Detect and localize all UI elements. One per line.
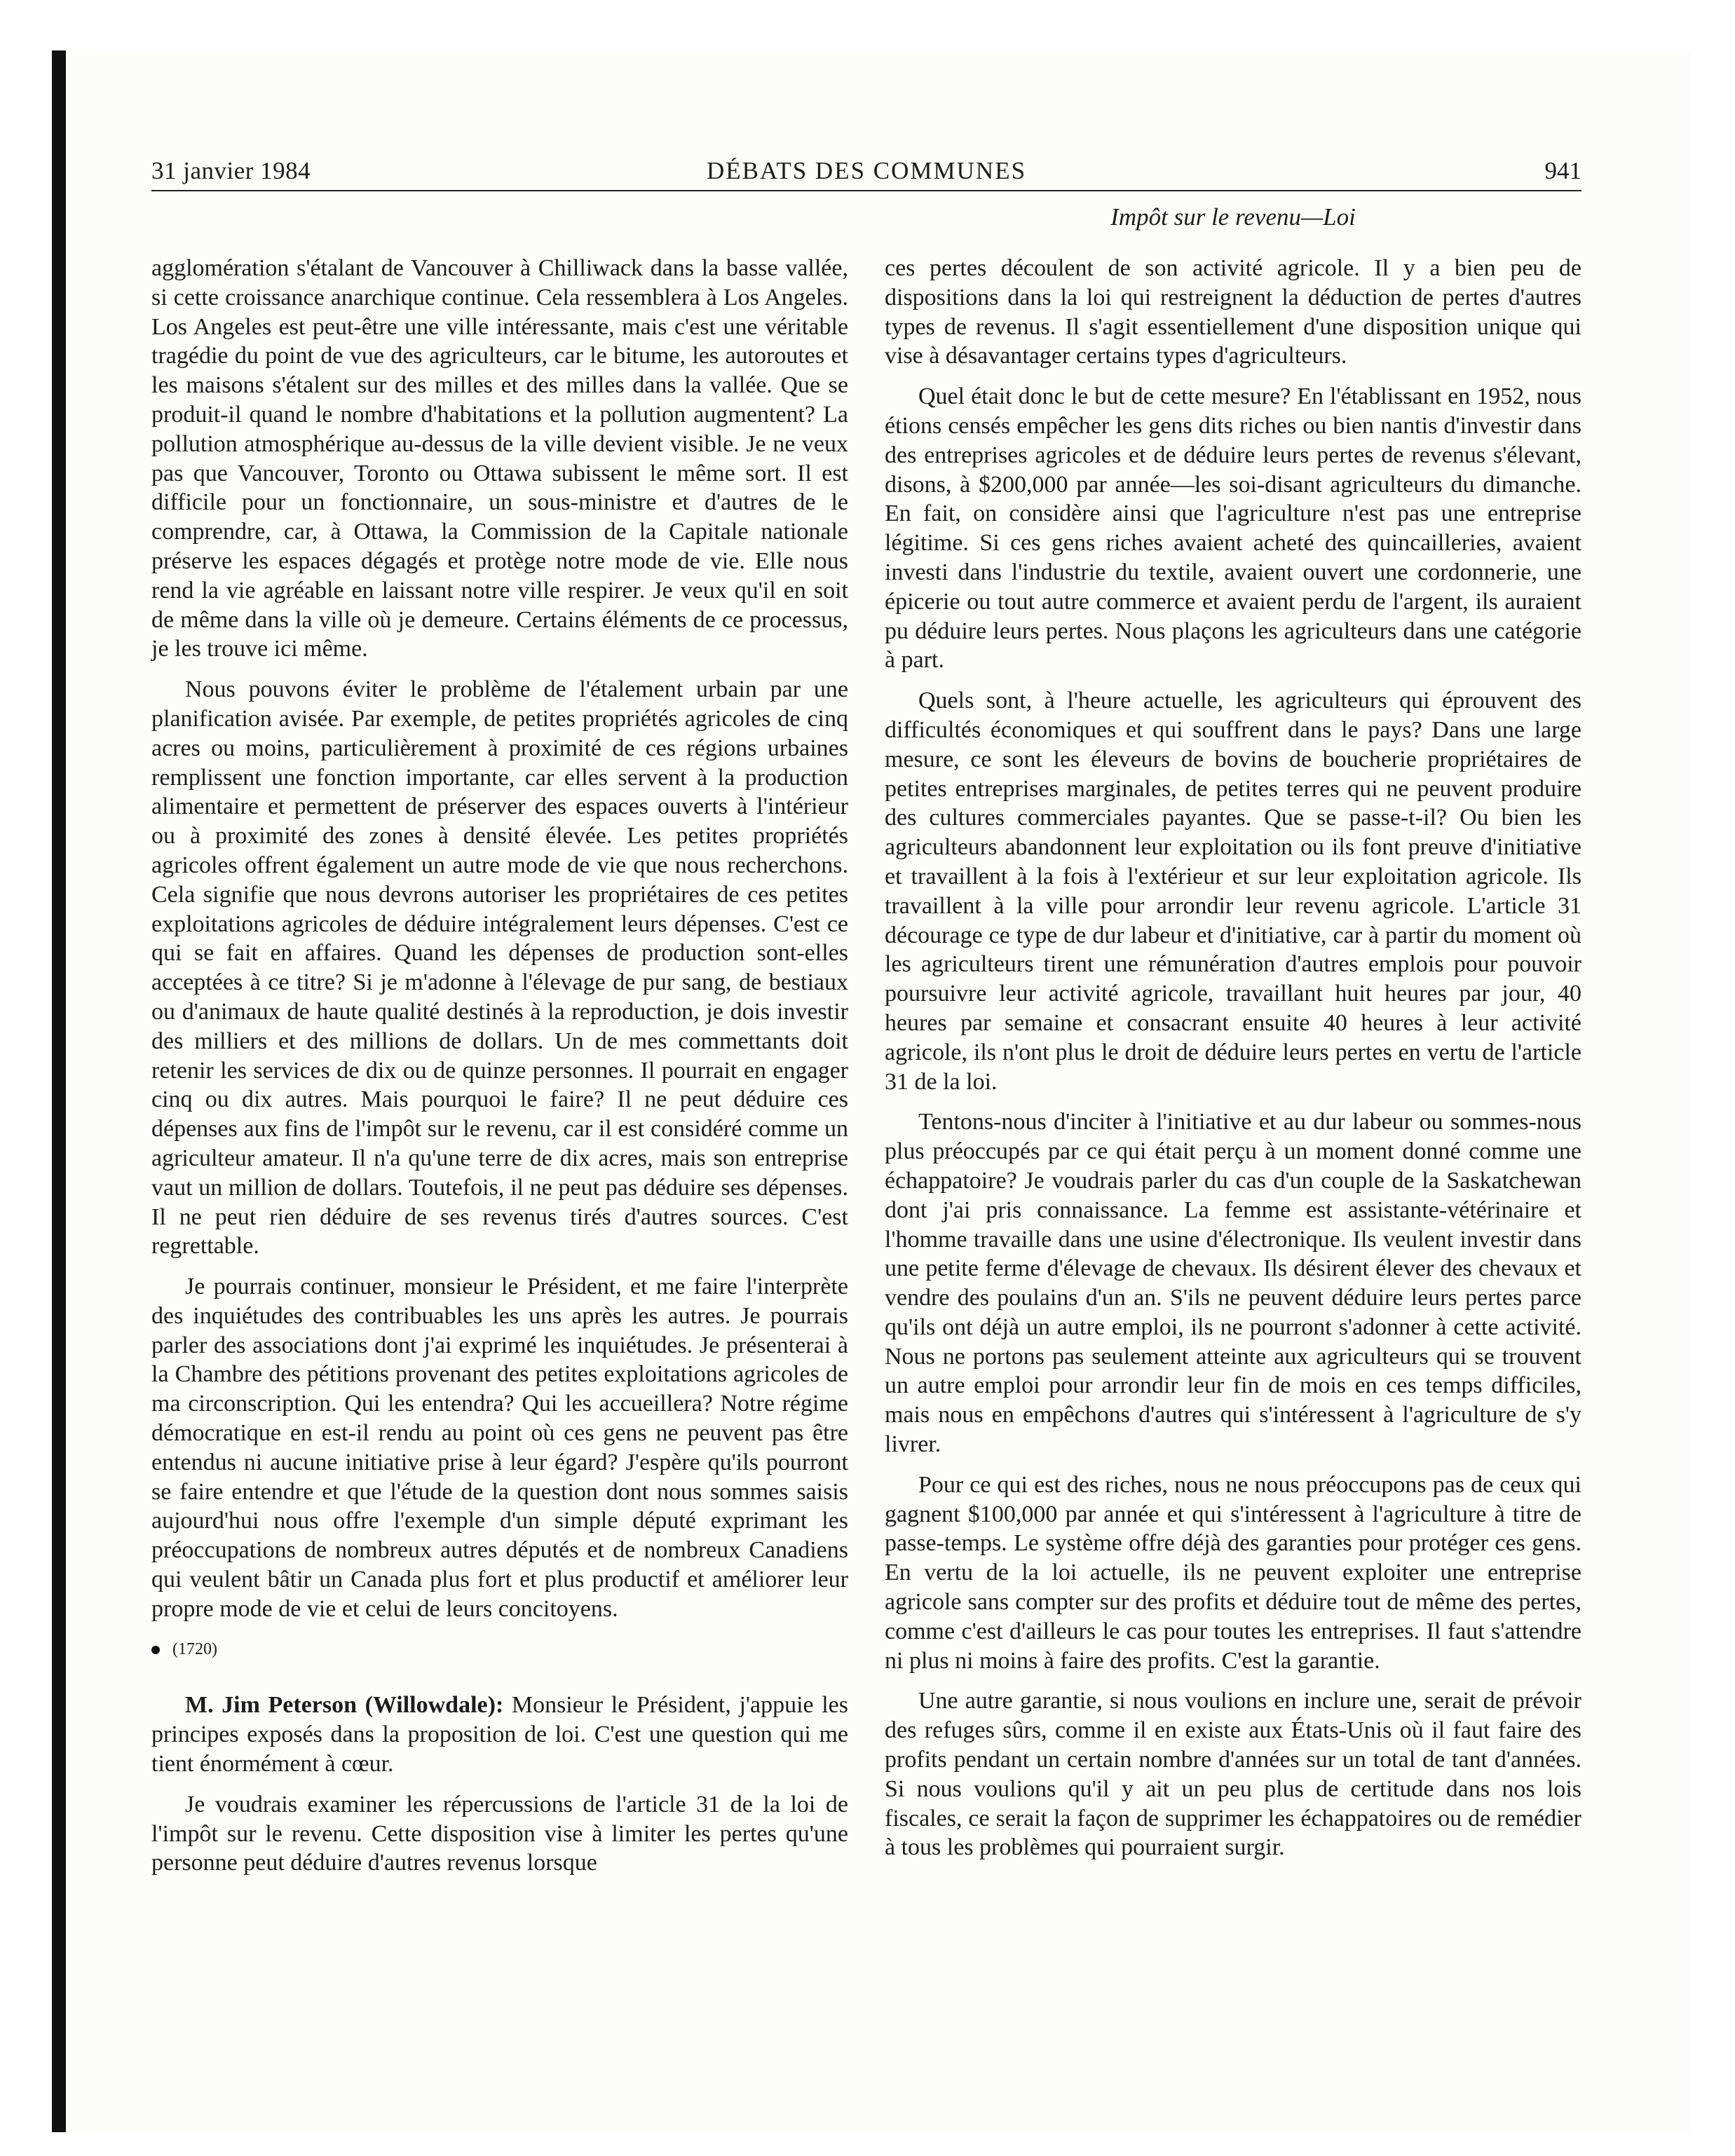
header-date: 31 janvier 1984 (151, 157, 311, 184)
speaker-name: M. Jim Peterson (Willowdale): (185, 1692, 504, 1719)
timestamp: (1720) (172, 1639, 217, 1658)
page-number: 941 (1544, 157, 1581, 184)
timestamp-marker (151, 1635, 848, 1665)
subject-heading: Impôt sur le revenu—Loi (1110, 203, 1356, 231)
scan-edge-bar (52, 50, 66, 2132)
paragraph: agglomération s'étalant de Vancouver à Chilliwack dans la basse vallée, si cette croissance anarchique continue. Cela ressemblera à Los Angeles. Los Angeles est peut-être une ville intéressante, mais c'est une véritable tragédie du point de vue des agriculteurs, car le bitume, les autoroutes et les maisons s'étalent sur des milles et des milles dans la vallée. Que se produit-il quand le nombre d'habitations et la pollution augmentent? La pollution atmosphérique au-dessus de la ville devient visible. Je ne veux pas que Vancouver, Toronto ou Ottawa subissent le même sort. Il est difficile pour un fonctionnaire, un sous-ministre et d'autres de le comprendre, car, à Ottawa, la Commission de la Capitale nationale préserve les espaces dégagés et protège notre mode de vie. Elle nous rend la vie agréable en laissant notre ville respirer. Je veux qu'il en soit de même dans la ville où je demeure. Certains éléments de ce processus, je les trouve ici même. (151, 255, 848, 662)
header-rule (151, 190, 1581, 191)
paragraph: Tentons-nous d'inciter à l'initiative et au dur labeur ou sommes-nous plus préoccupés par ce qui était perçu à un moment donné comme une échappatoire? Je voudrais parler du cas d'un couple de la Saskatchewan dont j'ai pris connaissance. La femme est assistante-vétérinaire et l'homme travaille dans une usine d'électronique. Ils veulent investir dans une petite ferme d'élevage de chevaux. Ils désirent élever des chevaux et vendre des poulains d'un an. S'ils ne peuvent déduire leurs pertes parce qu'ils ont déjà un autre emploi, ils ne pourront s'adonner à cette activité. Nous ne portons pas seulement atteinte aux agriculteurs qui se trouvent un autre emploi pour arrondir leur fin de mois en ces temps difficiles, mais nous en empêchons d'autres qui s'intéressent à l'agriculture de s'y livrer. (885, 1109, 1581, 1458)
speech-text: Monsieur le Président, j'appuie les principes exposés dans la proposition de loi. C'est une question qui me tient énormément à cœur. (151, 1692, 848, 1778)
right-column (885, 254, 1581, 1874)
paragraph: ces pertes découlent de son activité agricole. Il y a bien peu de dispositions dans la loi qui restreignent la déduction de pertes d'autres types de revenus. Il s'agit essentiellement d'une disposition unique qui vise à désavantager certains types d'agriculteurs. (885, 255, 1581, 369)
running-header (151, 153, 1581, 192)
bullet-icon (151, 1646, 160, 1654)
left-column (151, 254, 848, 1889)
header-title: DÉBATS DES COMMUNES (706, 157, 1027, 184)
paragraph: Je pourrais continuer, monsieur le Président, et me faire l'interprète des inquiétudes des contribuables les uns après les autres. Je pourrais parler des associations dont j'ai exprimé les inquiétudes. Je présenterai à la Chambre des pétitions provenant des petites exploitations agricoles de ma circonscription. Qui les entendra? Qui les accueillera? Notre régime démocratique en est-il rendu au point où ces gens ne peuvent pas être entendus ni aucune initiative prise à leur égard? J'espère qu'ils pourront se faire entendre et que l'étude de la question dont nous sommes saisis aujourd'hui nous offre l'exemple d'un simple député exprimant les préoccupations de nombreux autres députés et de nombreux Canadiens qui veulent bâtir un Canada plus fort et plus productif et améliorer leur propre mode de vie et celui de leurs concitoyens. (151, 1274, 848, 1622)
speaker-paragraph (151, 1691, 848, 1778)
paragraph: Quel était donc le but de cette mesure? En l'établissant en 1952, nous étions censés empêcher les gens dits riches ou bien nantis d'investir dans des entreprises agricoles et de déduire leurs pertes de revenus s'élevant, disons, à $200,000 par année—les soi-disant agriculteurs du dimanche. En fait, on considère ainsi que l'agriculture n'est pas une entreprise légitime. Si ces gens riches avaient acheté des quincailleries, avaient investi dans l'industrie du textile, avaient ouvert une cordonnerie, une épicerie ou tout autre commerce et avaient perdu de l'argent, ils auraient pu déduire leurs pertes. Nous plaçons les agriculteurs dans une catégorie à part. (885, 383, 1581, 674)
paragraph: Pour ce qui est des riches, nous ne nous préoccupons pas de ceux qui gagnent $100,000 par année et qui s'intéressent à l'agriculture à titre de passe-temps. Le système offre déjà des garanties pour protéger ces gens. En vertu de la loi actuelle, ils ne peuvent exploiter une entreprise agricole sans compter sur des profits et déduire tout de même des pertes, comme c'est d'ailleurs le cas pour toutes les entreprises. Il faut s'attendre ni plus ni moins à faire des profits. C'est la garantie. (885, 1471, 1581, 1674)
paragraph: Quels sont, à l'heure actuelle, les agriculteurs qui éprouvent des difficultés économiques et qui souffrent dans le pays? Dans une large mesure, ce sont les éleveurs de bovins de boucherie propriétaires de petites entreprises marginales, de petites terres qui ne peuvent produire des cultures commerciales payantes. Que se passe-t-il? Ou bien les agriculteurs abandonnent leur exploitation ou ils font preuve d'initiative et travaillent à la fois à l'extérieur et sur leur exploitation agricole. Ils travaillent à la ville pour arrondir leur revenu agricole. L'article 31 décourage ce type de dur labeur et d'initiative, car à partir du moment où les agriculteurs tirent une rémunération d'autres emplois pour pouvoir poursuivre leur activité agricole, travaillant huit heures par jour, 40 heures par semaine et consacrant ensuite 40 heures à leur activité agricole, ils n'ont plus le droit de déduire leurs pertes en vertu de l'article 31 de la loi. (885, 688, 1581, 1095)
paragraph: Nous pouvons éviter le problème de l'étalement urbain par une planification avisée. Par exemple, de petites propriétés agricoles de cinq acres ou moins, particulièrement à proximité de ces régions urbaines remplissent une fonction importante, car elles servent à la production alimentaire et permettent de préserver des espaces ouverts à l'intérieur ou à proximité des zones à densité élevée. Les petites propriétés agricoles offrent également un autre mode de vie que nous recherchons. Cela signifie que nous devrons autoriser les propriétaires de ces petites exploitations agricoles de déduire intégralement leurs dépenses. C'est ce qui se fait en affaires. Quand les dépenses de production sont-elles acceptées à ce titre? Si je m'adonne à l'élevage de pur sang, de bestiaux ou d'animaux de haute qualité destinés à la reproduction, je dois investir des milliers et des millions de dollars. Un de mes commettants doit retenir les services de dix ou de quinze personnes. Il pourrait en engager cinq ou dix autres. Mais pourquoi le faire? Il ne peut déduire ces dépenses aux fins de l'impôt sur le revenu, car il est considéré comme un agriculteur amateur. Il n'a qu'une terre de dix acres, mais son entreprise vaut un million de dollars. Toutefois, il ne peut pas déduire ses dépenses. Il ne peut rien déduire de ses revenus tirés d'autres sources. C'est regrettable. (151, 676, 848, 1260)
paragraph: Une autre garantie, si nous voulions en inclure une, serait de prévoir des refuges sûrs, comme il en existe aux États-Unis où il faut faire des profits pendant un certain nombre d'années sur un total de tant d'années. Si nous voulions qu'il y ait un peu plus de certitude dans nos lois fiscales, ce serait la façon de supprimer les échappatoires ou de remédier à tous les problèmes qui pourraient surgir. (885, 1688, 1581, 1861)
paragraph: Je voudrais examiner les répercussions de l'article 31 de la loi de l'impôt sur le revenu. Cette disposition vise à limiter les pertes qu'une personne peut déduire d'autres revenus lorsque (151, 1791, 848, 1876)
